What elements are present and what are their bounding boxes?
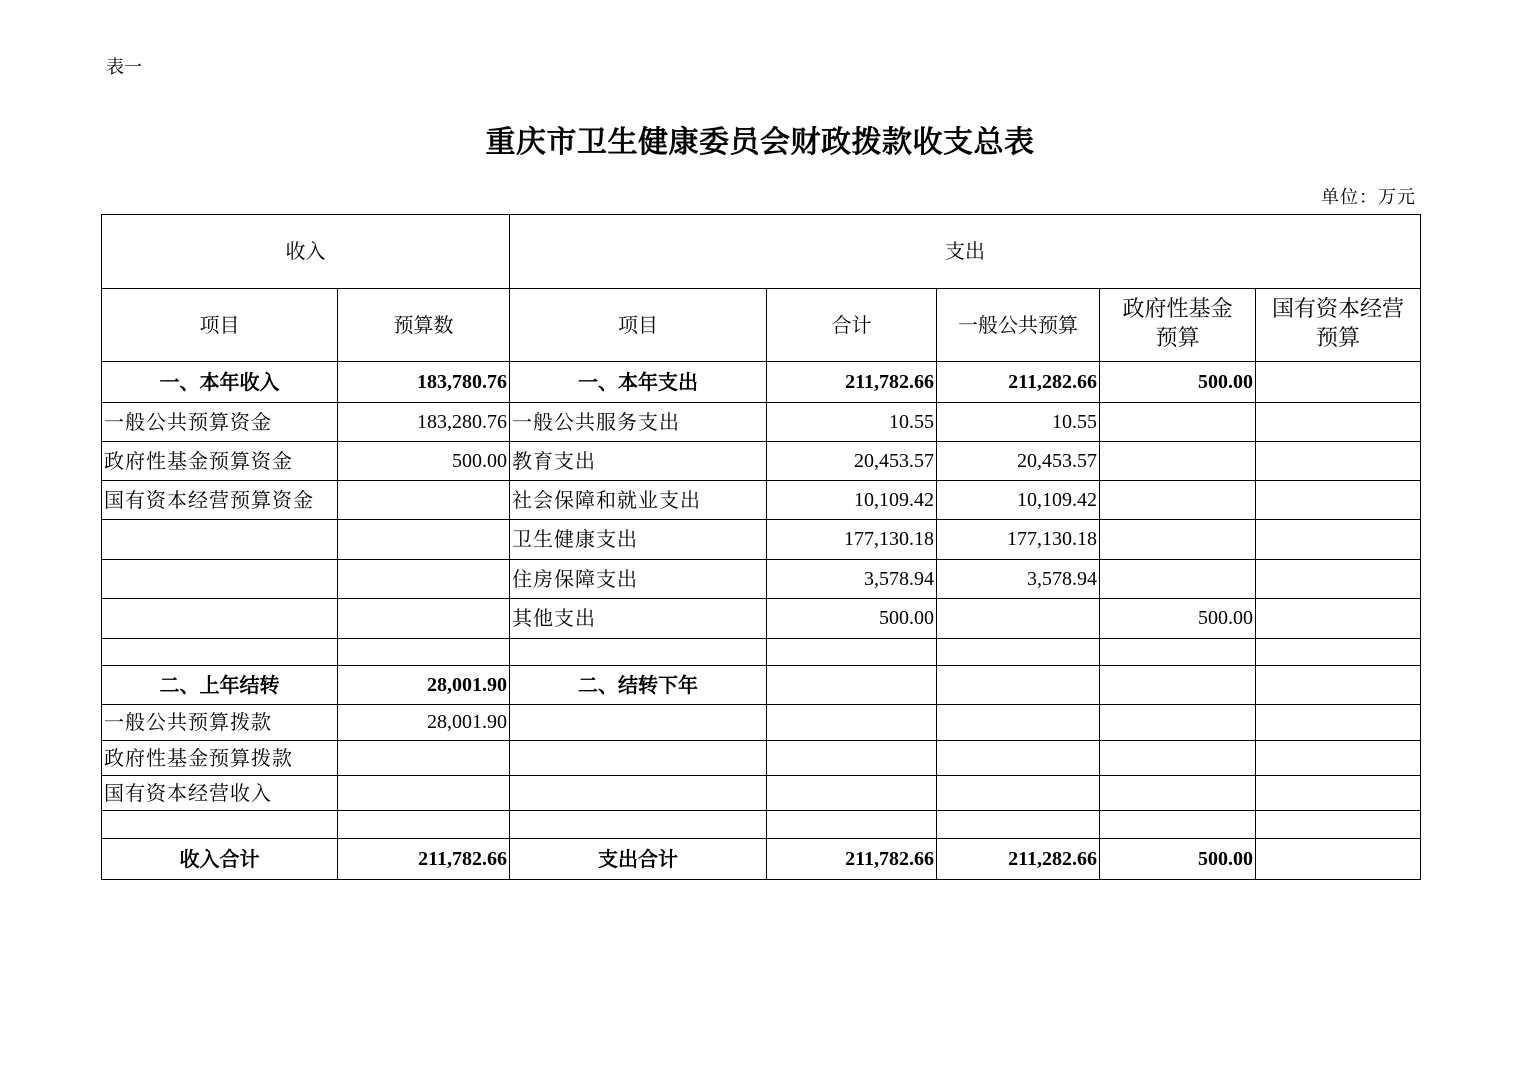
state-capital-cell <box>1256 560 1421 599</box>
table-row <box>102 442 1421 481</box>
header-state-capital-line2: 预算 <box>1315 326 1360 351</box>
expense-item-cell: 其他支出 <box>510 599 767 639</box>
section-row <box>102 362 1421 403</box>
gov-fund-cell <box>1100 560 1256 599</box>
income-item-cell: 政府性基金预算资金 <box>102 442 338 481</box>
group-header-row <box>102 215 1421 289</box>
income-budget-cell: 183,280.76 <box>338 403 510 442</box>
income-budget-cell <box>338 599 510 639</box>
gov-fund-cell <box>1100 481 1256 520</box>
expense-item-cell: 一般公共服务支出 <box>510 403 767 442</box>
expense-item-cell <box>510 776 767 811</box>
total-cell <box>767 741 937 776</box>
total-cell <box>767 776 937 811</box>
expense-item-cell: 住房保障支出 <box>510 560 767 599</box>
gov-fund-cell: 500.00 <box>1100 362 1256 403</box>
header-gov-fund-line1: 政府性基金 <box>1122 297 1233 323</box>
gov-fund-cell <box>1100 666 1256 705</box>
table-row <box>102 599 1421 639</box>
gov-fund-cell <box>1100 705 1256 741</box>
header-income-budget: 预算数 <box>338 289 510 362</box>
state-capital-cell <box>1256 776 1421 811</box>
gov-fund-cell <box>1100 639 1256 666</box>
income-budget-cell <box>338 560 510 599</box>
total-cell: 10,109.42 <box>767 481 937 520</box>
income-item-cell <box>102 560 338 599</box>
header-state-capital-line1: 国有资本经营 <box>1271 297 1404 323</box>
income-budget-cell <box>338 776 510 811</box>
general-public-cell: 10,109.42 <box>937 481 1100 520</box>
general-public-cell <box>937 666 1100 705</box>
expense-item-cell: 社会保障和就业支出 <box>510 481 767 520</box>
table-row <box>102 520 1421 560</box>
income-budget-cell <box>338 481 510 520</box>
general-public-cell: 177,130.18 <box>937 520 1100 560</box>
section-row <box>102 666 1421 705</box>
column-header-row <box>102 289 1421 362</box>
total-cell <box>767 639 937 666</box>
income-item-cell: 一般公共预算资金 <box>102 403 338 442</box>
header-gov-fund-line2: 预算 <box>1155 326 1200 351</box>
expense-item-cell: 二、结转下年 <box>510 666 767 705</box>
income-item-cell: 一、本年收入 <box>102 362 338 403</box>
table-body <box>102 362 1421 880</box>
page-title: 重庆市卫生健康委员会财政拨款收支总表 <box>485 125 1035 160</box>
expense-item-cell <box>510 705 767 741</box>
gov-fund-cell <box>1100 403 1256 442</box>
table-row <box>102 403 1421 442</box>
table-row <box>102 560 1421 599</box>
income-item-cell: 收入合计 <box>102 839 338 880</box>
expense-item-cell: 支出合计 <box>510 839 767 880</box>
expense-item-cell: 卫生健康支出 <box>510 520 767 560</box>
table-row <box>102 811 1421 839</box>
table-row <box>102 776 1421 811</box>
general-public-cell <box>937 776 1100 811</box>
header-state-capital <box>1256 289 1421 362</box>
budget-table <box>101 214 1421 880</box>
expense-item-cell: 一、本年支出 <box>510 362 767 403</box>
income-item-cell: 二、上年结转 <box>102 666 338 705</box>
general-public-cell <box>937 599 1100 639</box>
income-item-cell: 一般公共预算拨款 <box>102 705 338 741</box>
total-cell: 211,782.66 <box>767 362 937 403</box>
general-public-cell: 211,282.66 <box>937 839 1100 880</box>
general-public-cell: 20,453.57 <box>937 442 1100 481</box>
income-budget-cell: 500.00 <box>338 442 510 481</box>
state-capital-cell <box>1256 811 1421 839</box>
table-label: 表一 <box>106 57 142 78</box>
general-public-cell: 3,578.94 <box>937 560 1100 599</box>
section-row <box>102 839 1421 880</box>
total-cell <box>767 705 937 741</box>
state-capital-cell <box>1256 839 1421 880</box>
state-capital-cell <box>1256 442 1421 481</box>
header-gov-fund <box>1100 289 1256 362</box>
gov-fund-cell: 500.00 <box>1100 839 1256 880</box>
income-item-cell: 国有资本经营收入 <box>102 776 338 811</box>
total-cell: 3,578.94 <box>767 560 937 599</box>
income-budget-cell: 183,780.76 <box>338 362 510 403</box>
table-row <box>102 639 1421 666</box>
state-capital-cell <box>1256 403 1421 442</box>
total-cell: 500.00 <box>767 599 937 639</box>
header-general-public: 一般公共预算 <box>937 289 1100 362</box>
table-row <box>102 481 1421 520</box>
table-row <box>102 741 1421 776</box>
income-budget-cell <box>338 639 510 666</box>
total-cell: 20,453.57 <box>767 442 937 481</box>
income-item-cell: 国有资本经营预算资金 <box>102 481 338 520</box>
general-public-cell <box>937 705 1100 741</box>
total-cell <box>767 811 937 839</box>
income-budget-cell <box>338 520 510 560</box>
expense-item-cell <box>510 741 767 776</box>
income-budget-cell <box>338 741 510 776</box>
general-public-cell: 211,282.66 <box>937 362 1100 403</box>
income-budget-cell <box>338 811 510 839</box>
state-capital-cell <box>1256 362 1421 403</box>
expense-group-header: 支出 <box>510 215 1421 289</box>
state-capital-cell <box>1256 639 1421 666</box>
income-budget-cell: 28,001.90 <box>338 705 510 741</box>
general-public-cell <box>937 811 1100 839</box>
expense-item-cell <box>510 811 767 839</box>
gov-fund-cell <box>1100 811 1256 839</box>
state-capital-cell <box>1256 741 1421 776</box>
header-expense-item: 项目 <box>510 289 767 362</box>
state-capital-cell <box>1256 481 1421 520</box>
general-public-cell <box>937 639 1100 666</box>
table-row <box>102 705 1421 741</box>
gov-fund-cell <box>1100 442 1256 481</box>
total-cell: 177,130.18 <box>767 520 937 560</box>
general-public-cell: 10.55 <box>937 403 1100 442</box>
unit-label: 单位：万元 <box>1321 187 1416 208</box>
state-capital-cell <box>1256 666 1421 705</box>
gov-fund-cell: 500.00 <box>1100 599 1256 639</box>
state-capital-cell <box>1256 705 1421 741</box>
gov-fund-cell <box>1100 520 1256 560</box>
income-item-cell <box>102 811 338 839</box>
income-item-cell <box>102 599 338 639</box>
total-cell <box>767 666 937 705</box>
state-capital-cell <box>1256 599 1421 639</box>
income-item-cell <box>102 639 338 666</box>
expense-item-cell <box>510 639 767 666</box>
header-income-item: 项目 <box>102 289 338 362</box>
expense-item-cell: 教育支出 <box>510 442 767 481</box>
income-budget-cell: 211,782.66 <box>338 839 510 880</box>
state-capital-cell <box>1256 520 1421 560</box>
income-item-cell: 政府性基金预算拨款 <box>102 741 338 776</box>
income-budget-cell: 28,001.90 <box>338 666 510 705</box>
total-cell: 211,782.66 <box>767 839 937 880</box>
income-group-header: 收入 <box>102 215 510 289</box>
total-cell: 10.55 <box>767 403 937 442</box>
general-public-cell <box>937 741 1100 776</box>
gov-fund-cell <box>1100 741 1256 776</box>
gov-fund-cell <box>1100 776 1256 811</box>
income-item-cell <box>102 520 338 560</box>
header-total: 合计 <box>767 289 937 362</box>
